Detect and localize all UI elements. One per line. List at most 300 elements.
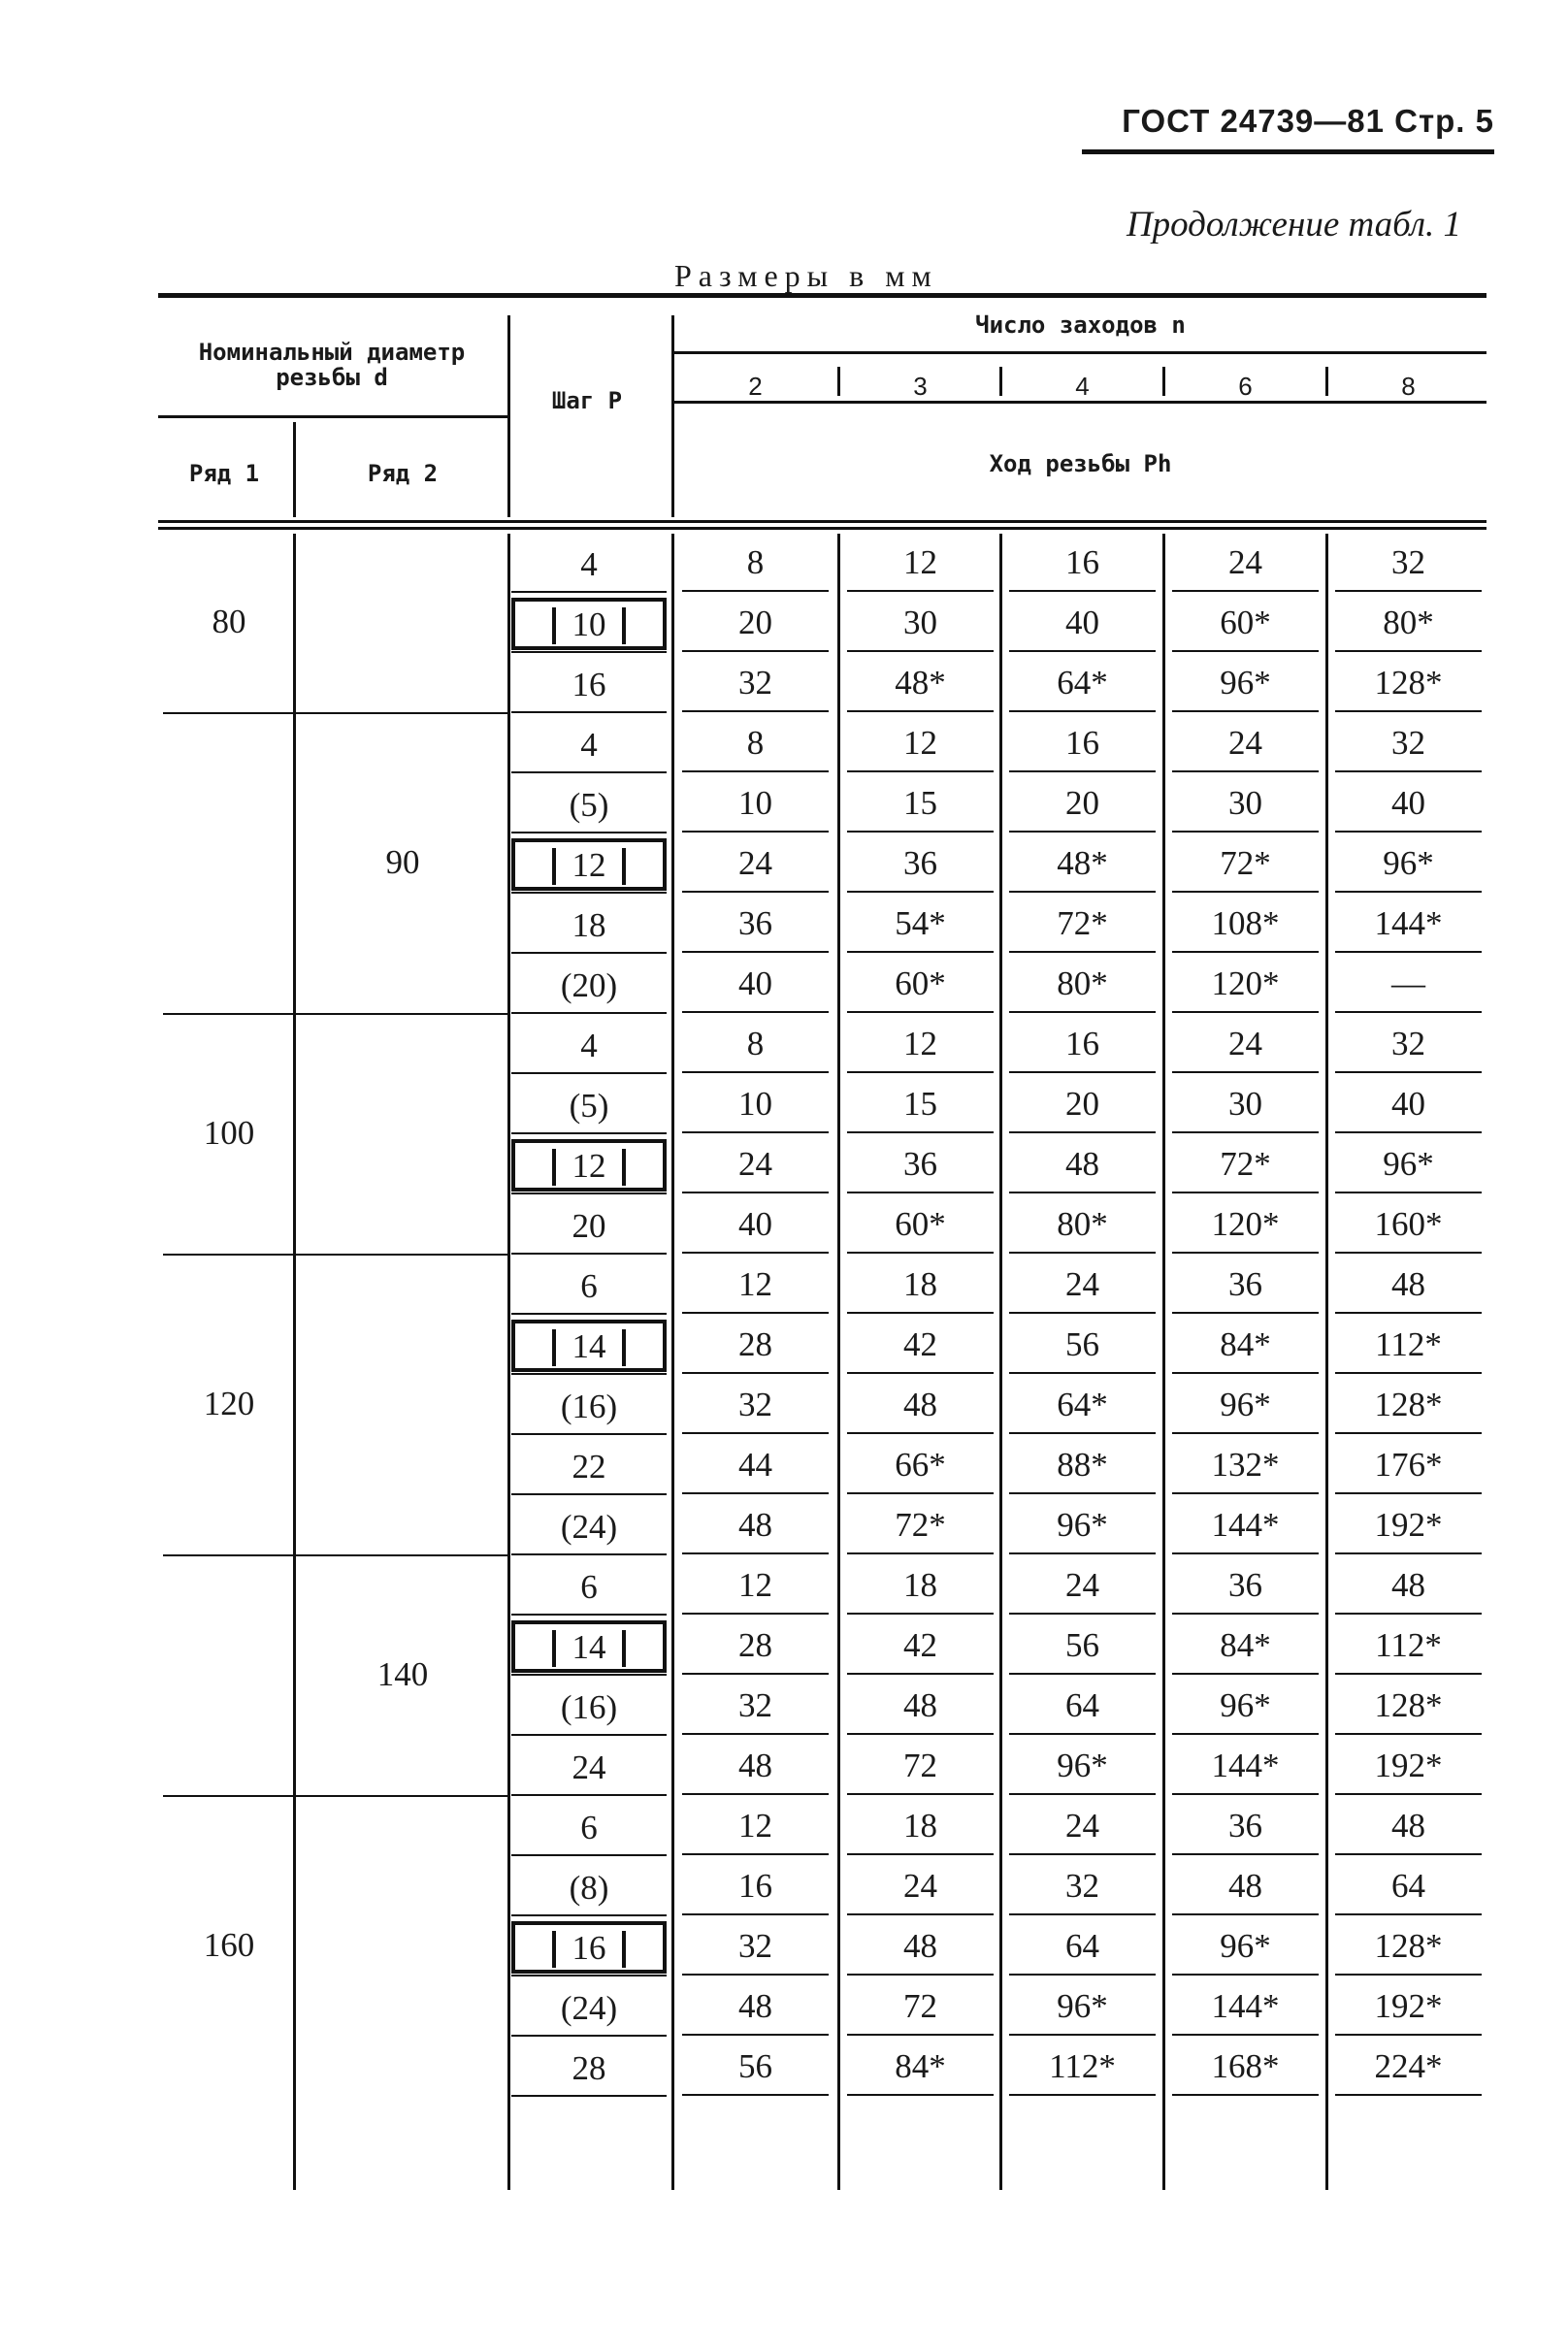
lead-row-rule [682,590,829,592]
lead-cell: 192* [1374,1747,1443,1784]
lead-row-rule [1172,1552,1319,1554]
lead-cell: 64* [1057,1386,1108,1423]
lead-row-rule [847,831,994,833]
lead-cell: 64 [1065,1686,1099,1724]
lead-cell: 54* [895,904,946,942]
pitch-cell: 24 [572,1748,606,1786]
group-separator [163,712,507,714]
lead-row-rule [682,1252,829,1254]
lead-row-rule [1335,1492,1482,1494]
lead-cell: 36 [1228,1265,1262,1303]
lead-cell: 28 [738,1325,772,1363]
lead-row-rule [1172,831,1319,833]
pitch-cell: (16) [560,1388,618,1425]
lead-cell: 10 [738,1085,772,1123]
pitch-row-rule [511,1794,667,1796]
lead-cell: 20 [1065,784,1099,822]
lead-row-rule [1009,1913,1156,1915]
lead-row-rule [1009,1793,1156,1795]
lead-cell: 144* [1374,904,1443,942]
lead-row-rule [1335,1733,1482,1735]
header-starts-underline [671,351,1486,354]
group-separator [163,1013,507,1015]
lead-row-rule [1335,1432,1482,1434]
lead-cell: 112* [1375,1626,1442,1664]
header-starts: Число заходов n [975,311,1186,339]
lead-cell: 80* [1383,604,1434,641]
lead-row-rule [847,1011,994,1013]
lead-row-rule [847,1974,994,1976]
lead-row-rule [682,1011,829,1013]
header-row2: Ряд 2 [367,460,439,487]
lead-row-rule [847,951,994,953]
lead-cell: 20 [738,604,772,641]
lead-cell: 24 [903,1867,937,1905]
lead-row-rule [1009,1071,1156,1073]
row1-diameter: 160 [203,1926,255,1964]
lead-cell: 108* [1211,904,1280,942]
lead-cell: 60* [895,964,946,1002]
pitch-row-rule [511,1975,667,1976]
header-nominal-diameter: Номинальный диаметр резьбы d [198,339,466,391]
lead-cell: 48* [895,664,946,702]
lead-cell: 32 [1391,1025,1425,1062]
pitch-cell: 4 [580,545,598,583]
lead-cell: — [1391,964,1425,1002]
lead-row-rule [847,710,994,712]
lead-row-rule [847,650,994,652]
lead-cell: 48 [903,1686,937,1724]
lead-cell: 56 [1065,1626,1099,1664]
lead-row-rule [847,1071,994,1073]
lead-cell: 168* [1211,2047,1280,2085]
lead-row-rule [682,1733,829,1735]
pitch-row-rule [511,711,667,713]
lead-row-rule [1172,1252,1319,1254]
pitch-row-rule [511,1433,667,1435]
pitch-row-rule [511,1012,667,1014]
lead-row-rule [1335,2034,1482,2036]
lead-row-rule [682,2094,829,2096]
pitch-row-rule [511,1192,667,1194]
lead-row-rule [1335,650,1482,652]
lead-row-rule [1009,831,1156,833]
lead-row-rule [1172,1011,1319,1013]
lead-row-rule [1172,1492,1319,1494]
lead-cell: 18 [903,1807,937,1845]
pitch-cell: 6 [580,1809,598,1846]
header-start-count: 3 [913,372,928,401]
lead-row-rule [1335,1853,1482,1855]
lead-cell: 32 [738,1927,772,1965]
header-diameter-underline [158,415,509,418]
lead-cell: 12 [738,1265,772,1303]
lead-row-rule [847,2094,994,2096]
pitch-row-rule [511,892,667,894]
lead-cell: 60* [895,1205,946,1243]
lead-cell: 24 [1228,1025,1262,1062]
lead-row-rule [682,1372,829,1374]
header-col-divider [1162,367,1165,396]
lead-cell: 36 [1228,1566,1262,1604]
row2-diameter: 140 [376,1655,429,1693]
lead-row-rule [1009,891,1156,893]
lead-cell: 72* [895,1506,946,1544]
header-vline-row-split [293,422,296,517]
lead-row-rule [1172,2034,1319,2036]
lead-cell: 48 [1391,1566,1425,1604]
lead-row-rule [847,1613,994,1615]
header-bottom-rule-1 [158,520,1486,523]
lead-cell: 48 [1391,1807,1425,1845]
lead-row-rule [682,891,829,893]
lead-row-rule [1335,831,1482,833]
lead-cell: 32 [1391,724,1425,762]
lead-row-rule [1335,951,1482,953]
lead-row-rule [1009,1372,1156,1374]
lead-row-rule [847,1492,994,1494]
body-col-divider [1162,534,1165,2190]
pitch-row-rule [511,1914,667,1916]
lead-cell: 80* [1057,1205,1108,1243]
lead-cell: 192* [1374,1506,1443,1544]
lead-row-rule [1009,650,1156,652]
lead-row-rule [847,770,994,772]
lead-row-rule [1172,1071,1319,1073]
lead-row-rule [682,1793,829,1795]
lead-row-rule [682,1071,829,1073]
lead-cell: 84* [1220,1325,1271,1363]
lead-cell: 30 [903,604,937,641]
lead-row-rule [682,1432,829,1434]
lead-cell: 192* [1374,1987,1443,2025]
lead-cell: 128* [1374,1927,1443,1965]
lead-row-rule [1009,1492,1156,1494]
lead-row-rule [1335,770,1482,772]
lead-cell: 32 [1065,1867,1099,1905]
lead-cell: 72 [903,1987,937,2025]
lead-cell: 224* [1374,2047,1443,2085]
lead-row-rule [682,1853,829,1855]
lead-cell: 64 [1065,1927,1099,1965]
lead-cell: 176* [1374,1446,1443,1484]
lead-row-rule [1172,770,1319,772]
pitch-row-rule [511,591,667,593]
lead-row-rule [847,2034,994,2036]
lead-row-rule [682,770,829,772]
lead-row-rule [682,1673,829,1675]
lead-row-rule [1335,891,1482,893]
pitch-row-rule [511,1313,667,1315]
lead-cell: 64 [1391,1867,1425,1905]
lead-row-rule [1335,1071,1482,1073]
lead-cell: 24 [738,1145,772,1183]
header-lead: Ход резьбы Ph [989,450,1172,477]
lead-cell: 36 [738,904,772,942]
lead-row-rule [1172,1192,1319,1193]
group-separator [163,1554,507,1556]
lead-cell: 24 [738,844,772,882]
lead-cell: 96* [1383,844,1434,882]
lead-row-rule [1009,1673,1156,1675]
lead-row-rule [847,1312,994,1314]
pitch-row-rule [511,1553,667,1555]
lead-cell: 56 [738,2047,772,2085]
lead-row-rule [1172,891,1319,893]
lead-cell: 72* [1057,904,1108,942]
lead-row-rule [847,891,994,893]
pitch-cell: 6 [580,1568,598,1606]
pitch-cell: 16 [572,1929,606,1967]
lead-cell: 64* [1057,664,1108,702]
lead-cell: 12 [903,1025,937,1062]
lead-row-rule [682,951,829,953]
lead-cell: 120* [1211,1205,1280,1243]
lead-cell: 24 [1228,724,1262,762]
header-row1: Ряд 1 [188,460,260,487]
pitch-cell: 12 [572,846,606,884]
pitch-row-rule [511,771,667,773]
table-top-rule [158,293,1486,298]
lead-row-rule [1335,1011,1482,1013]
header-col-divider [1325,367,1328,396]
body-col-divider [1325,534,1328,2190]
lead-cell: 40 [738,1205,772,1243]
lead-cell: 84* [1220,1626,1271,1664]
lead-row-rule [1172,1793,1319,1795]
pitch-row-rule [511,1734,667,1736]
lead-row-rule [682,831,829,833]
lead-row-rule [1009,1252,1156,1254]
lead-row-rule [1335,590,1482,592]
lead-row-rule [1009,1131,1156,1133]
pitch-cell: 20 [572,1207,606,1245]
lead-cell: 8 [746,724,765,762]
lead-row-rule [1335,1372,1482,1374]
lead-row-rule [682,1974,829,1976]
pitch-row-rule [511,1253,667,1255]
lead-row-rule [847,1733,994,1735]
lead-row-rule [1009,710,1156,712]
lead-row-rule [1172,1673,1319,1675]
lead-cell: 16 [1065,1025,1099,1062]
lead-cell: 160* [1374,1205,1443,1243]
lead-cell: 30 [1228,784,1262,822]
lead-cell: 48 [903,1386,937,1423]
lead-cell: 18 [903,1566,937,1604]
lead-row-rule [1335,1252,1482,1254]
lead-row-rule [1172,1312,1319,1314]
lead-row-rule [1335,1913,1482,1915]
pitch-cell: 4 [580,1027,598,1064]
lead-cell: 48 [1228,1867,1262,1905]
pitch-row-rule [511,1132,667,1134]
lead-cell: 72* [1220,1145,1271,1183]
lead-cell: 30 [1228,1085,1262,1123]
lead-row-rule [682,1552,829,1554]
pitch-cell: 6 [580,1267,598,1305]
lead-cell: 96* [1220,1686,1271,1724]
lead-row-rule [1335,1974,1482,1976]
lead-cell: 36 [903,1145,937,1183]
lead-row-rule [1335,1131,1482,1133]
lead-row-rule [682,1312,829,1314]
lead-cell: 128* [1374,664,1443,702]
lead-cell: 15 [903,1085,937,1123]
lead-row-rule [847,590,994,592]
pitch-cell: 4 [580,726,598,764]
lead-row-rule [1009,1011,1156,1013]
lead-row-rule [1172,1974,1319,1976]
lead-cell: 112* [1375,1325,1442,1363]
lead-cell: 96* [1220,1386,1271,1423]
lead-row-rule [1009,951,1156,953]
lead-row-rule [682,1492,829,1494]
lead-row-rule [1009,1974,1156,1976]
header-vline-pitch-right [671,315,674,517]
lead-cell: 132* [1211,1446,1280,1484]
header-pitch: Шаг P [551,387,623,414]
lead-row-rule [1172,590,1319,592]
pitch-cell: 22 [572,1448,606,1486]
lead-cell: 24 [1065,1566,1099,1604]
lead-cell: 12 [738,1566,772,1604]
lead-cell: 60* [1220,604,1271,641]
lead-row-rule [1335,1613,1482,1615]
lead-cell: 112* [1049,2047,1116,2085]
lead-cell: 96* [1220,1927,1271,1965]
lead-row-rule [682,710,829,712]
lead-row-rule [1335,1312,1482,1314]
lead-row-rule [1009,1613,1156,1615]
table-continuation-label: Продолжение табл. 1 [1126,205,1461,245]
lead-cell: 16 [738,1867,772,1905]
lead-cell: 48 [1391,1265,1425,1303]
pitch-cell: (24) [560,1989,618,2027]
lead-cell: 88* [1057,1446,1108,1484]
lead-cell: 32 [738,664,772,702]
row1-diameter: 120 [203,1385,255,1422]
header-bottom-rule-2 [158,527,1486,530]
lead-cell: 42 [903,1325,937,1363]
lead-row-rule [1335,1793,1482,1795]
lead-row-rule [1172,1372,1319,1374]
pitch-row-rule [511,2095,667,2097]
lead-cell: 40 [738,964,772,1002]
lead-cell: 56 [1065,1325,1099,1363]
lead-cell: 48 [738,1506,772,1544]
pitch-cell: 28 [572,2049,606,2087]
lead-row-rule [682,650,829,652]
lead-row-rule [1172,2094,1319,2096]
lead-row-rule [1009,1733,1156,1735]
pitch-cell: (8) [569,1869,609,1907]
pitch-row-rule [511,651,667,653]
row1-diameter: 100 [203,1114,255,1152]
lead-cell: 128* [1374,1686,1443,1724]
pitch-cell: (16) [560,1688,618,1726]
lead-cell: 66* [895,1446,946,1484]
body-vline-pitch-right [671,534,674,2190]
lead-row-rule [1009,1192,1156,1193]
lead-cell: 36 [903,844,937,882]
pitch-cell: 10 [572,605,606,643]
header-start-count: 2 [748,372,763,401]
lead-cell: 144* [1211,1987,1280,2025]
lead-cell: 48 [738,1747,772,1784]
header-col-divider [837,367,840,396]
lead-row-rule [1172,650,1319,652]
pitch-row-rule [511,952,667,954]
pitch-row-rule [511,1373,667,1375]
lead-cell: 8 [746,543,765,581]
lead-cell: 120* [1211,964,1280,1002]
header-start-count: 6 [1238,372,1253,401]
group-separator [163,1254,507,1256]
header-cols-underline [671,401,1486,404]
pitch-row-rule [511,1493,667,1495]
lead-cell: 96* [1383,1145,1434,1183]
header-start-count: 8 [1401,372,1416,401]
pitch-cell: (20) [560,966,618,1004]
row2-diameter: 90 [385,843,420,881]
body-vline-row-split [293,534,296,2190]
lead-row-rule [847,1913,994,1915]
lead-cell: 42 [903,1626,937,1664]
lead-row-rule [847,1432,994,1434]
lead-cell: 24 [1228,543,1262,581]
lead-cell: 144* [1211,1506,1280,1544]
lead-cell: 8 [746,1025,765,1062]
lead-row-rule [1172,710,1319,712]
lead-row-rule [1172,1733,1319,1735]
header-col-divider [999,367,1002,396]
lead-row-rule [1335,2094,1482,2096]
lead-row-rule [1335,1192,1482,1193]
lead-row-rule [847,1793,994,1795]
lead-cell: 36 [1228,1807,1262,1845]
lead-cell: 40 [1065,604,1099,641]
lead-cell: 16 [1065,543,1099,581]
lead-row-rule [1009,1853,1156,1855]
lead-cell: 144* [1211,1747,1280,1784]
lead-row-rule [1009,1312,1156,1314]
page-header-rule [1082,149,1494,154]
lead-row-rule [682,1192,829,1193]
pitch-cell: 14 [572,1327,606,1365]
header-start-count: 4 [1075,372,1090,401]
lead-cell: 80* [1057,964,1108,1002]
lead-cell: 32 [1391,543,1425,581]
lead-row-rule [847,1192,994,1193]
lead-row-rule [1172,1613,1319,1615]
pitch-cell: 12 [572,1147,606,1185]
lead-cell: 24 [1065,1265,1099,1303]
lead-row-rule [847,1131,994,1133]
body-col-divider [837,534,840,2190]
lead-row-rule [1172,1432,1319,1434]
lead-row-rule [847,1673,994,1675]
lead-cell: 12 [903,543,937,581]
lead-cell: 96* [1057,1747,1108,1784]
lead-row-rule [1009,2034,1156,2036]
pitch-cell: 16 [572,666,606,703]
pitch-row-rule [511,1072,667,1074]
lead-cell: 12 [738,1807,772,1845]
lead-cell: 48 [1065,1145,1099,1183]
lead-cell: 48 [738,1987,772,2025]
lead-cell: 48* [1057,844,1108,882]
